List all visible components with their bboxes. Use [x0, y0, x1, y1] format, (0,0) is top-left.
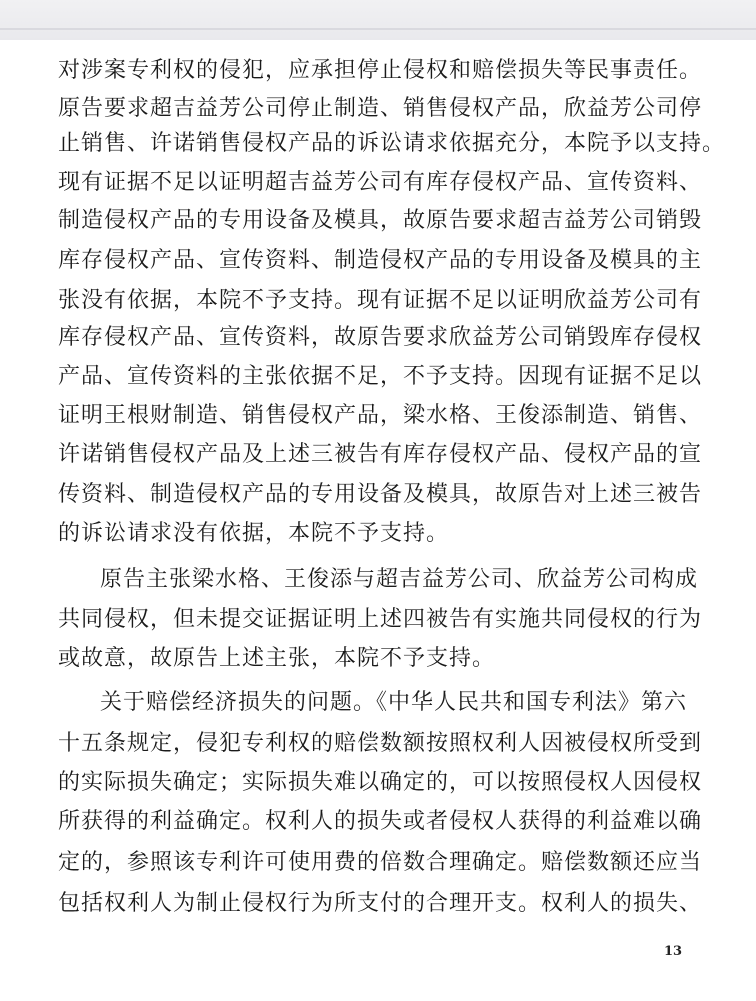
text-line: 制造侵权产品的专用设备及模具，故原告要求超吉益芳公司销毁 — [58, 208, 703, 233]
text-line: 库存侵权产品、宣传资料，故原告要求欣益芳公司销毁库存侵权 — [58, 325, 703, 350]
text-line: 证明王根财制造、销售侵权产品，梁水格、王俊添制造、销售、 — [58, 403, 703, 428]
scan-edge-band — [0, 0, 756, 40]
text-line: 止销售、许诺销售侵权产品的诉讼请求依据充分，本院予以支持。 — [58, 131, 726, 156]
text-line: 现有证据不足以证明超吉益芳公司有库存侵权产品、宣传资料、 — [58, 170, 703, 195]
page-number: 13 — [664, 944, 683, 959]
text-line: 十五条规定，侵犯专利权的赔偿数额按照权利人因被侵权所受到 — [58, 731, 703, 756]
text-line: 或故意，故原告上述主张，本院不予支持。 — [58, 646, 496, 671]
text-line: 库存侵权产品、宣传资料、制造侵权产品的专用设备及模具的主 — [58, 248, 703, 273]
text-line: 包括权利人为制止侵权行为所支付的合理开支。权利人的损失、 — [58, 891, 703, 916]
text-line: 原告要求超吉益芳公司停止制造、销售侵权产品，欣益芳公司停 — [58, 96, 703, 121]
text-line: 所获得的利益确定。权利人的损失或者侵权人获得的利益难以确 — [58, 809, 703, 834]
text-line: 传资料、制造侵权产品的专用设备及模具，故原告对上述三被告 — [58, 482, 703, 507]
text-line: 产品、宣传资料的主张依据不足，不予支持。因现有证据不足以 — [58, 364, 703, 389]
text-line: 共同侵权，但未提交证据证明上述四被告有实施共同侵权的行为 — [58, 607, 703, 632]
text-line: 张没有依据，本院不予支持。现有证据不足以证明欣益芳公司有 — [58, 288, 703, 313]
text-line: 许诺销售侵权产品及上述三被告有库存侵权产品、侵权产品的宣 — [58, 442, 703, 467]
text-line: 对涉案专利权的侵犯，应承担停止侵权和赔偿损失等民事责任。 — [58, 58, 703, 83]
scan-edge-line — [0, 28, 756, 30]
text-line: 关于赔偿经济损失的问题。《中华人民共和国专利法》第六 — [100, 690, 688, 715]
text-line: 定的，参照该专利许可使用费的倍数合理确定。赔偿数额还应当 — [58, 850, 703, 875]
text-line: 的诉讼请求没有依据，本院不予支持。 — [58, 521, 450, 546]
text-line: 原告主张梁水格、王俊添与超吉益芳公司、欣益芳公司构成 — [100, 567, 699, 592]
text-line: 的实际损失确定；实际损失难以确定的，可以按照侵权人因侵权 — [58, 770, 703, 795]
